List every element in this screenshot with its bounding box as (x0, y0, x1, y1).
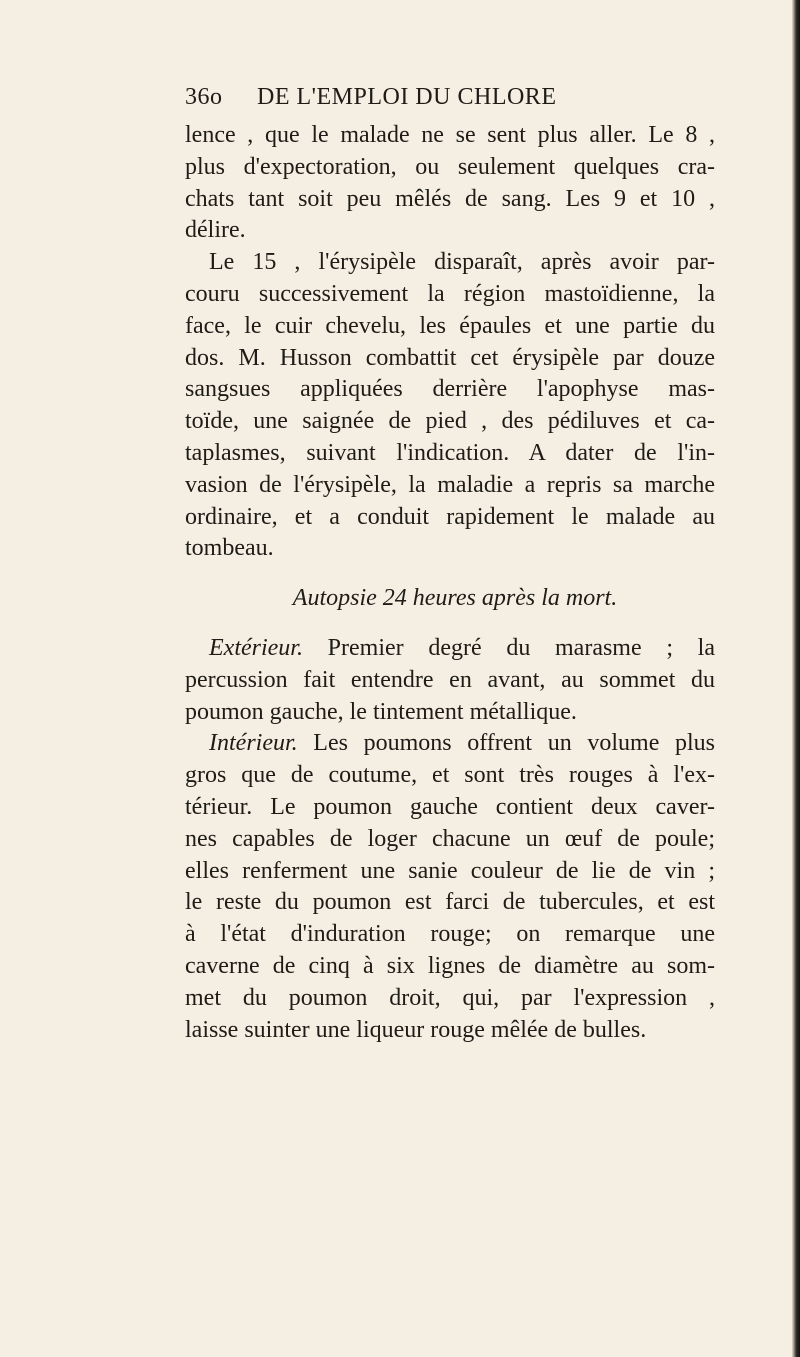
text-line: à l'état d'induration rouge; on remarque une (185, 921, 715, 948)
text-line: toïde, une saignée de pied , des pédiluves et ca- (185, 408, 715, 435)
text-line: térieur. Le poumon gauche contient deux caver- (185, 793, 715, 820)
page-edge-shadow (792, 0, 800, 1357)
text-line: taplasmes, suivant l'indication. A dater de l'in- (185, 439, 715, 466)
lead-label-exterieur: Extérieur. (209, 634, 303, 661)
spacer (185, 615, 715, 633)
text-line: percussion fait entendre en avant, au sommet du (185, 666, 715, 693)
text-line: Le 15 , l'érysipèle disparaît, après avoir par- (209, 249, 715, 276)
text-line: gros que de coutume, et sont très rouges à l'ex- (185, 762, 715, 789)
text-line: délire. (185, 217, 246, 244)
text-line: sangsues appliquées derrière l'apophyse mas- (185, 376, 715, 403)
text-line: face, le cuir chevelu, les épaules et une partie du (185, 312, 715, 339)
text-line: couru successivement la région mastoïdienne, la (185, 280, 715, 307)
text-line: poumon gauche, le tintement métallique. (185, 698, 577, 725)
text-line-rest: Premier degré du marasme ; la (302, 634, 715, 661)
text-line: nes capables de loger chacune un œuf de poule; (185, 825, 715, 852)
text-line: le reste du poumon est farci de tubercules, et est (185, 889, 715, 916)
text-line (185, 633, 715, 665)
text-line-rest: Les poumons offrent un volume plus (297, 730, 715, 757)
running-header (185, 84, 715, 118)
section-subheading: Autopsie 24 heures après la mort. (292, 585, 618, 612)
text-line: ordinaire, et a conduit rapidement le malade au (185, 503, 715, 530)
running-title: DE L'EMPLOI DU CHLORE (257, 84, 557, 110)
spacer (185, 565, 715, 583)
lead-label-interieur: Intérieur. (209, 730, 298, 757)
text-line: plus d'expectoration, ou seulement quelques cra- (185, 153, 715, 180)
text-line (185, 728, 715, 760)
body-text (185, 120, 715, 1046)
text-line: chats tant soit peu mêlés de sang. Les 9 et 10 , (185, 185, 715, 212)
text-line: elles renferment une sanie couleur de lie de vin ; (185, 857, 715, 884)
text-line: lence , que le malade ne se sent plus aller. Le 8 , (185, 122, 715, 148)
page-number: 36o (185, 84, 223, 110)
text-line: met du poumon droit, qui, par l'expression , (185, 984, 715, 1011)
text-line: laisse suinter une liqueur rouge mêlée de bulles. (185, 1016, 647, 1043)
text-line: vasion de l'érysipèle, la maladie a repris sa marche (185, 471, 715, 498)
text-line: caverne de cinq à six lignes de diamètre au som- (185, 952, 715, 979)
text-line: tombeau. (185, 535, 274, 562)
text-line: dos. M. Husson combattit cet érysipèle par douze (185, 344, 715, 371)
